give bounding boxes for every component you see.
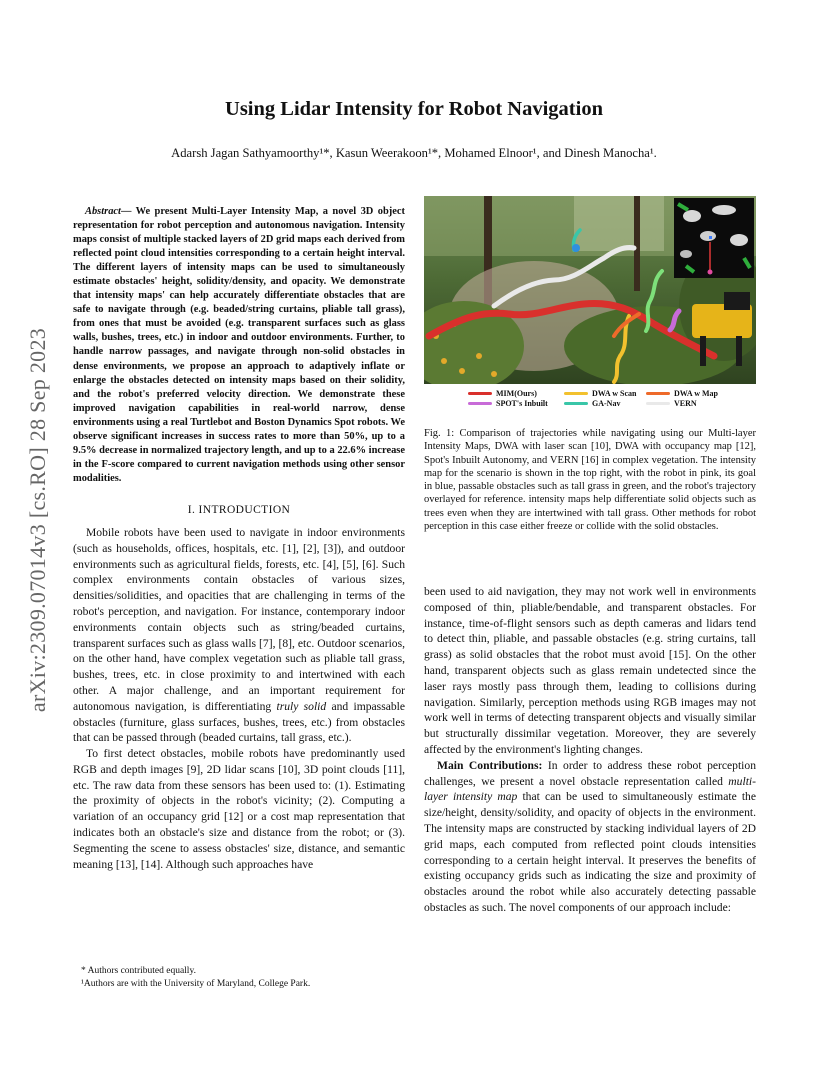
arxiv-sidebar [18,285,58,755]
figure-1-caption: Fig. 1: Comparison of trajectories while navigating using our Multi-layer Intensity Maps, DWA with laser scan [10], DWA with occupancy map [12], Spot's Inbuilt Autonomy, and VERN [16] in complex vegetation. The intensity map for the scenario is shown in the top right, with the robot in pink, its goal in blue, passable obstacles such as tall grass in green, and the robot's trajectory overlayed for reference. intensity maps help differentiate solid objects such as trees even when they are intertwined with tall grass. Other methods for robot perception in this case either freeze or collide with the solid obstacles. [424,428,756,533]
abstract [73,205,405,486]
figure-1-legend [424,387,756,411]
abstract-lead: Abstract [85,206,121,217]
legend-label-dwa-map: DWA w Map [674,389,719,398]
right-column [424,196,756,533]
abstract-text: — We present Multi-Layer Intensity Map, a novel 3D object representation for robot perception and autonomous navigation. Intensity maps consist of multiple stacked layers of 2D grid maps each derived from reflected point cloud intensities corresponding to a certain height interval. The different layers of intensity maps can be used to simultaneously estimate obstacles' height, solidity/density, and opacity. We demonstrate that intensity maps' can help accurately differentiate obstacles that are safe to navigate through (e.g. beaded/string curtains, pliable tall grass), from ones that must be avoided (e.g. transparent surfaces such as glass walls, bushes, trees, etc.) in indoor and outdoor environments. Further, to handle narrow passages, and navigate through non-solid obstacles in dense environments, we propose an approach to adaptively inflate or enlarge the obstacles detected on intensity maps based on their solidity, and the robot's preferred velocity direction. We demonstrate these improved navigation capabilities in real-world narrow, dense environments using a real Turtlebot and Boston Dynamics Spot robots. We observe significant increases in success rates to more than 50%, up to a 9.5% decrease in normalized trajectory length, and up to a 22.6% increase in the F-score compared to current navigation methods using other sensor modalities. [73,206,405,484]
footnote-equal-contribution: * Authors contributed equally. [81,966,196,976]
legend-item-dwa-scan [564,389,636,398]
main-contributions-emphasis: multi-layer intensity map [424,774,756,804]
main-contributions-paragraph [424,758,756,916]
legend-swatch-spot [468,402,492,405]
figure-1-photo [424,196,756,384]
main-contributions-lead: Main Contributions: [437,758,543,772]
legend-swatch-mim [468,392,492,395]
intro-p1-text: Mobile robots have been used to navigate in indoor environments (such as households, offices, hospitals, etc. [1], [2], [3]), and outdoor environments such as agricultural fields, forests, etc. [4], [5], [6]. Such complex environments contain obstacles of various sizes, densities/solidities, and opacities that are challenging in terms of the robot's perception, and navigation. For instance, contemporary indoor environments contain objects such as string/beaded curtains, transparent surfaces such as glass walls [7], [8], etc. Outdoor scenarios, on the other hand, have complex vegetation such as pliable tall grass, bushes, trees, etc. in close proximity to and intertwined with each other. A major challenge, and an important requirement for autonomous navigation, is differentiating [73,525,405,713]
legend-label-ganav: GA-Nav [592,399,621,408]
vegetation-scene-image [424,196,756,384]
legend-label-vern: VERN [674,399,697,408]
legend-item-dwa-map [646,389,718,398]
right-column-body [424,584,756,916]
legend-item-mim [468,389,537,398]
intro-p1-emphasis: truly solid [276,699,327,713]
footnote-affiliation: ¹Authors are with the University of Maryland, College Park. [81,978,311,989]
paper-title: Using Lidar Intensity for Robot Navigation [225,98,603,120]
arxiv-id: arXiv:2309.07014v3 [cs.RO] 28 Sep 2023 [25,327,50,713]
footnotes [73,965,405,990]
legend-swatch-dwa-scan [564,392,588,395]
legend-label-mim: MIM(Ours) [496,389,537,398]
author-list: Adarsh Jagan Sathyamoorthy¹*, Kasun Weerakoon¹*, Mohamed Elnoor¹, and Dinesh Manocha¹. [171,146,657,160]
left-column [73,205,405,872]
legend-swatch-ganav [564,402,588,405]
section-heading-introduction: I. INTRODUCTION [187,503,291,516]
right-paragraph-1: been used to aid navigation, they may not work well in environments composed of thin, pliable/bendable, and transparent obstacles. For instance, time-of-flight sensors such as depth cameras and lidars tend to detect thin, pliable, and passable obstacles (e.g. string curtains, tall grass) as solid obstacles that the robot must avoid [15]. On the other hand, transparent objects such as glass remain undetected since the laser rays mostly pass through them, leading to collisions during navigation. Similarly, perception methods using RGB images may not work well in terms of detecting transparent objects and visually similar but structurally dissimilar vegetation. Moreover, they are severely affected by the environment's lighting changes. [424,585,756,756]
legend-item-ganav [564,399,620,408]
legend-item-spot [468,399,548,408]
main-contributions-text-end: that can be used to simultaneously estimate the size/height, density/solidity, and opacity of objects in the environment. The intensity maps are constructed by stacking individual layers of 2D grid maps, each computed from reflected point clouds intensities corresponding to a certain height interval. It preserves the benefits of existing occupancy grids such as indicating the size and proximity of obstacles around the robot while also accurately detecting passable obstacles as such. The novel components of our approach include: [424,790,756,914]
legend-swatch-vern [646,402,670,405]
legend-swatch-dwa-map [646,392,670,395]
intro-paragraph-1 [73,525,405,746]
legend-label-spot: SPOT's Inbuilt [496,399,548,408]
legend-label-dwa-scan: DWA w Scan [592,389,637,398]
intro-paragraph-2: To first detect obstacles, mobile robots have predominantly used RGB and depth images [9], 2D lidar scans [10], 3D point clouds [11], etc. The raw data from these sensors has been used to: (1). Estimating the proximity of objects in the robot's vicinity; (2). Computing a variation of an occupancy grid [12] or a cost map representation that indicates both an obstacle's size and distance from the robot; or (3). Segmenting the scene to assess obstacles' size, distance, and semantic meaning [13], [14]. Although such approaches have [73,747,405,871]
legend-item-vern [646,399,697,408]
intro-p1-text-end: and impassable obstacles (furniture, glass surfaces, bushes, trees, etc.) from obstacles that can be passed through (beaded curtains, tall grass, etc.). [73,699,406,745]
main-contributions-text: In order to address these robot perception challenges, we present a novel obstacle representation called [424,758,757,788]
